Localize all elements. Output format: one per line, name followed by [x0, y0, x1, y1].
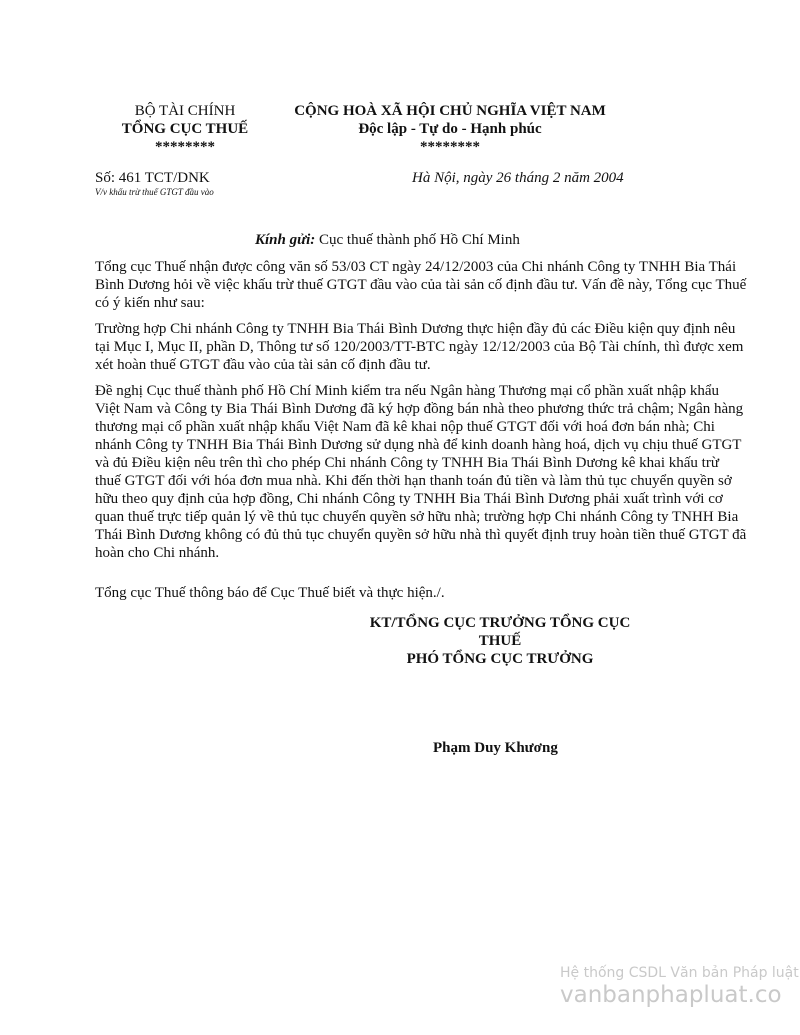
national-separator: ********	[420, 139, 480, 155]
watermark-caption: Hệ thống CSDL Văn bản Pháp luật	[560, 965, 799, 981]
place-date: Hà Nội, ngày 26 tháng 2 năm 2004	[412, 170, 624, 186]
document-subject: V/v khấu trừ thuế GTGT đầu vào	[95, 187, 214, 197]
body-paragraph-1: Tổng cục Thuế nhận được công văn số 53/03 CT ngày 24/12/2003 của Chi nhánh Công ty TNHH Bia Thái Bình Dương hỏi về việc khấu trừ thuế GTGT đầu vào của tài sản cố định đầu tư. Vấn đề này, Tổng cục Thuế có ý kiến như sau:	[95, 259, 747, 311]
ministry-name: BỘ TÀI CHÍNH	[134, 103, 236, 119]
department-name: TỔNG CỤC THUẾ	[121, 121, 249, 137]
national-motto: Độc lập - Tự do - Hạnh phúc	[358, 121, 542, 137]
watermark-site: vanbanphapluat.co	[560, 982, 782, 1008]
signature-title-line-3: PHÓ TỔNG CỤC TRƯỞNG	[406, 651, 594, 667]
signature-block	[340, 614, 660, 668]
national-header	[255, 102, 645, 156]
body-paragraph-2: Trường hợp Chi nhánh Công ty TNHH Bia Thái Bình Dương thực hiện đầy đủ các Điều kiện quy định nêu tại Mục I, Mục II, phần D, Thông tư số 120/2003/TT-BTC ngày 12/12/2003 của Bộ Tài chính, thì được xem xét hoàn thuế GTGT đầu vào của tài sản cố định đầu tư.	[95, 321, 744, 373]
recipient-line	[255, 232, 520, 249]
body-paragraph-3: Đề nghị Cục thuế thành phố Hồ Chí Minh kiểm tra nếu Ngân hàng Thương mại cổ phần xuất nhập khẩu Việt Nam và Công ty Bia Thái Bình Dương đã ký hợp đồng bán nhà theo phương thức trả chậm; Ngân hàng thương mại cổ phần xuất nhập khẩu Việt Nam đã kê khai nộp thuế GTGT đối với hoá đơn bán nhà; Chi nhánh Công ty TNHH Bia Thái Bình Dương sử dụng nhà để kinh doanh hàng hoá, dịch vụ chịu thuế GTGT và đủ Điều kiện nêu trên thì cho phép Chi nhánh Công ty TNHH Bia Thái Bình Dương kê khai khấu trừ thuế GTGT đối với hóa đơn mua nhà. Khi đến thời hạn thanh toán đủ tiền và làm thủ tục chuyển quyền sở hữu theo quy định của hợp đồng, Chi nhánh Công ty TNHH Bia Thái Bình Dương phải xuất trình với cơ quan thuế trực tiếp quản lý về thủ tục chuyển quyền sở hữu nhà; trường hợp Chi nhánh Công ty TNHH Bia Thái Bình Dương không có đủ thủ tục chuyển quyền sở hữu nhà thì quyết định truy hoàn tiền thuế GTGT đã hoàn cho Chi nhánh.	[95, 383, 747, 561]
signature-title-line-1: KT/TỔNG CỤC TRƯỞNG TỔNG CỤC	[369, 615, 631, 631]
signer-name: Phạm Duy Khương	[433, 740, 558, 756]
body-paragraph-4: Tổng cục Thuế thông báo để Cục Thuế biết và thực hiện./.	[95, 585, 445, 601]
signature-title-line-2: THUẾ	[478, 633, 522, 649]
issuer-separator: ********	[155, 139, 215, 155]
recipient-label: Kính gửi:	[255, 232, 316, 248]
document-number: Số: 461 TCT/DNK	[95, 170, 210, 186]
republic-name: CỘNG HOÀ XÃ HỘI CHỦ NGHĨA VIỆT NAM	[294, 103, 606, 119]
recipient-name: Cục thuế thành phố Hồ Chí Minh	[319, 232, 520, 248]
